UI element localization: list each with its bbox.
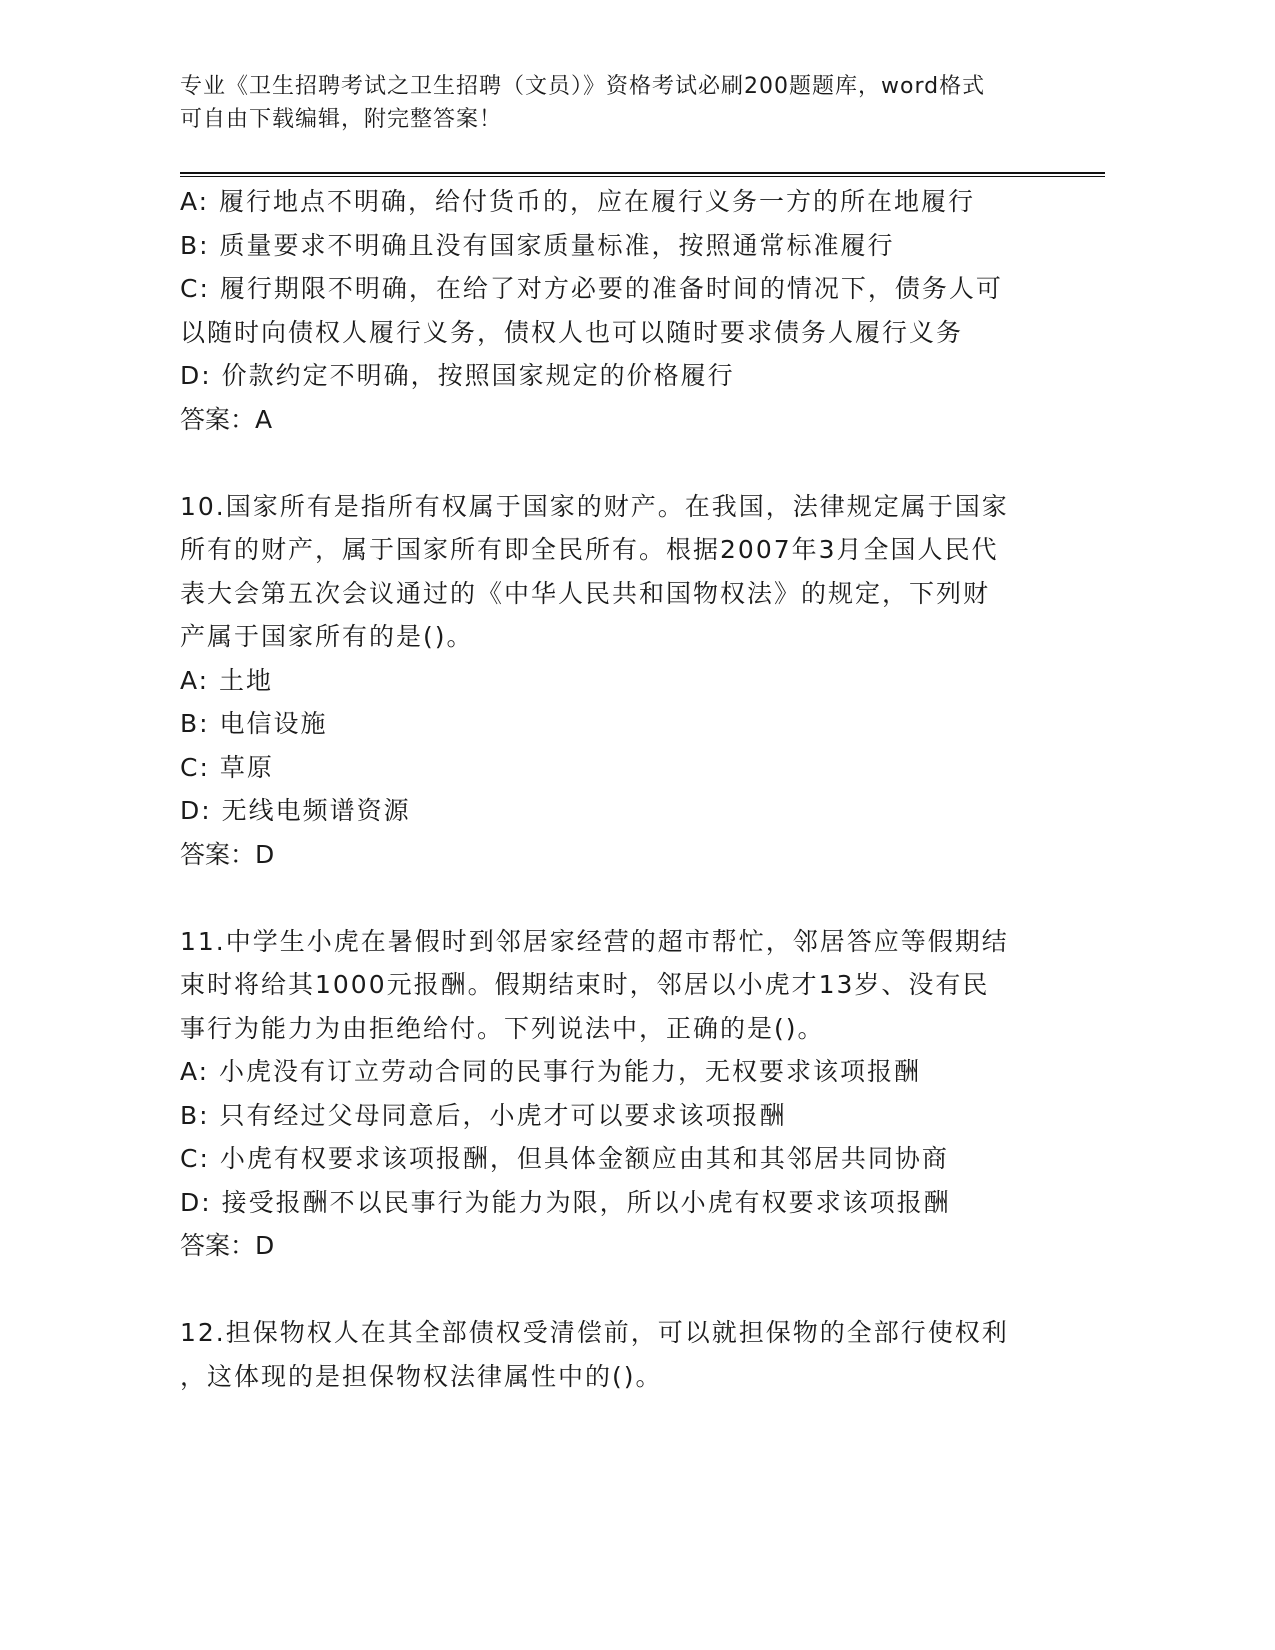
question-stem-line: 12.担保物权人在其全部债权受清偿前，可以就担保物的全部行使权利 <box>180 1318 1009 1347</box>
question-stem-line: 所有的财产，属于国家所有即全民所有。根据2007年3月全国人民代 <box>180 535 999 564</box>
option-line: D: 接受报酬不以民事行为能力为限，所以小虎有权要求该项报酬 <box>180 1187 951 1217</box>
question-9 <box>180 180 1040 441</box>
answer-line: 答案：D <box>180 1231 275 1260</box>
question-stem-line: 10.国家所有是指所有权属于国家的财产。在我国，法律规定属于国家 <box>180 491 1009 521</box>
question-12 <box>180 1311 1040 1398</box>
option-line: D: 无线电频谱资源 <box>180 796 411 825</box>
header-divider <box>180 172 1105 174</box>
question-stem-line: 事行为能力为由拒绝给付。下列说法中，正确的是()。 <box>180 1013 825 1043</box>
answer-line: 答案：A <box>180 404 273 434</box>
spacer <box>180 441 1040 485</box>
option-line: A: 土地 <box>180 665 274 695</box>
option-line: B: 质量要求不明确且没有国家质量标准，按照通常标准履行 <box>180 230 895 260</box>
question-stem-line: 束时将给其1000元报酬。假期结束时，邻居以小虎才13岁、没有民 <box>180 970 990 999</box>
option-line: B: 电信设施 <box>180 709 328 738</box>
option-line: 以随时向债权人履行义务，债权人也可以随时要求债务人履行义务 <box>180 317 964 347</box>
header-title-line: 专业《卫生招聘考试之卫生招聘（文员）》资格考试必刷200题题库，word格式 <box>180 74 986 99</box>
option-line: D: 价款约定不明确，按照国家规定的价格履行 <box>180 361 735 390</box>
option-line: A: 履行地点不明确，给付货币的，应在履行义务一方的所在地履行 <box>180 187 976 216</box>
option-line: C: 小虎有权要求该项报酬，但具体金额应由其和其邻居共同协商 <box>180 1144 949 1173</box>
question-stem-line: 11.中学生小虎在暑假时到邻居家经营的超市帮忙，邻居答应等假期结 <box>180 926 1009 956</box>
header-subtitle-line: 可自由下载编辑，附完整答案！ <box>180 107 503 132</box>
header-divider-thin <box>180 176 1105 177</box>
option-line: A: 小虎没有订立劳动合同的民事行为能力，无权要求该项报酬 <box>180 1057 922 1086</box>
option-line: C: 履行期限不明确，在给了对方必要的准备时间的情况下，债务人可 <box>180 274 1003 303</box>
question-stem-line: 表大会第五次会议通过的《中华人民共和国物权法》的规定，下列财 <box>180 578 991 608</box>
answer-line: 答案：D <box>180 839 275 869</box>
question-10 <box>180 485 1040 877</box>
option-line: C: 草原 <box>180 752 274 782</box>
question-stem-line: ，这体现的是担保物权法律属性中的()。 <box>180 1361 663 1391</box>
question-content <box>180 180 1040 1398</box>
spacer <box>180 1268 1040 1312</box>
spacer <box>180 876 1040 920</box>
option-line: B: 只有经过父母同意后，小虎才可以要求该项报酬 <box>180 1100 787 1130</box>
question-11 <box>180 920 1040 1268</box>
document-header <box>180 70 1080 136</box>
question-stem-line: 产属于国家所有的是()。 <box>180 622 474 651</box>
